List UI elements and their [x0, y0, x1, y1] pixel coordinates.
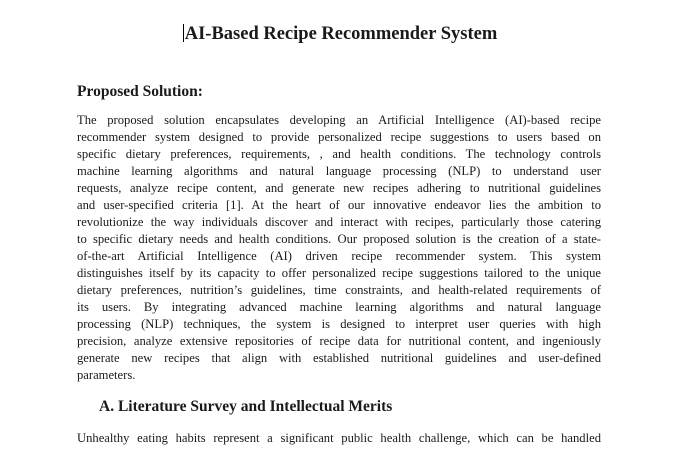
text-cursor: [183, 24, 184, 42]
paragraph-line: machine learning algorithms and natural language processing (NLP) to understand user: [77, 164, 601, 178]
section-heading: Proposed Solution:: [77, 83, 203, 100]
paragraph-line: and user-specified criteria [1]. At the heart of our innovative endeavor lies the ambition to: [77, 198, 601, 212]
paragraph-line: revolutionize the way individuals discover and interact with recipes, particularly those catering: [77, 215, 601, 229]
paragraph-line: recommender system designed to provide personalized recipe suggestions to users based on: [77, 130, 601, 144]
paragraph-line: specific dietary preferences, requirements, , and health conditions. The technology controls: [77, 147, 601, 161]
paragraph-line: parameters.: [77, 368, 136, 382]
paragraph-line: processing (NLP) techniques, the system is designed to interpret user queries with high: [77, 317, 601, 331]
paragraph-line: distinguishes itself by its capacity to offer personalized recipe suggestions tailored to the unique: [77, 266, 601, 280]
document-title-text: AI-Based Recipe Recommender System: [184, 24, 498, 44]
paragraph-line: Unhealthy eating habits represent a significant public health challenge, which can be handled: [77, 431, 601, 445]
paragraph-line: precision, analyze extensive repositories of recipe data for nutritional content, and ingeniously: [77, 334, 601, 348]
subsection-heading: A. Literature Survey and Intellectual Merits: [99, 398, 393, 415]
paragraph-line: of-the-art Artificial Intelligence (AI) driven recipe recommender system. This system: [77, 249, 601, 263]
paragraph-line: requests, analyze recipe content, and generate new recipes adhering to nutritional guidelines: [77, 181, 601, 195]
paragraph-line: generate new recipes that align with established nutritional guidelines and user-defined: [77, 351, 601, 365]
paragraph-line: dietary preferences, nutrition’s guidelines, time constraints, and health-related requirements of: [77, 283, 601, 297]
paragraph-line: to specific dietary needs and health conditions. Our proposed solution is the creation of a state-: [77, 232, 601, 246]
document-title: [0, 22, 680, 46]
paragraph-line: The proposed solution encapsulates developing an Artificial Intelligence (AI)-based recipe: [77, 113, 601, 127]
paragraph-line: its users. By integrating advanced machine learning algorithms and natural language: [77, 300, 601, 314]
